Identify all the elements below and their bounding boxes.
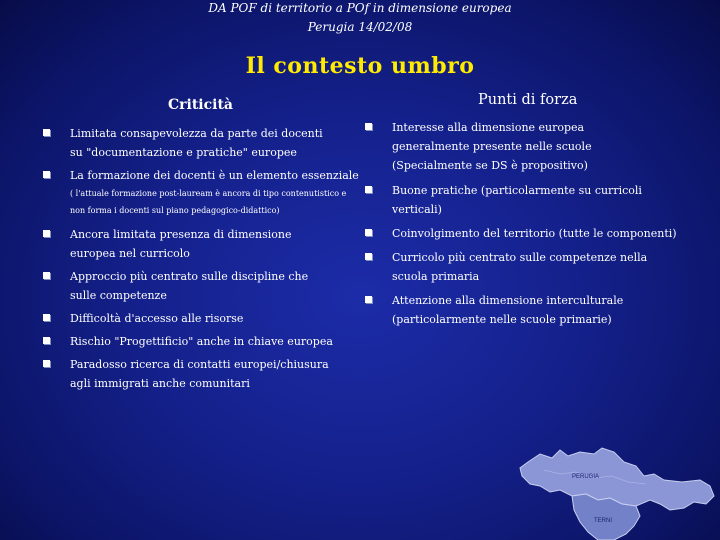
list-item-text: Coinvolgimento del territorio (tutte le componenti) bbox=[392, 227, 677, 240]
list-item-text: Ancora limitata presenza di dimensione europea nel curricolo bbox=[70, 228, 292, 260]
list-item bbox=[40, 332, 360, 351]
list-item-text: Buone pratiche (particolarmente su curricoli verticali) bbox=[392, 184, 642, 216]
list-item bbox=[362, 291, 652, 329]
map-label-perugia: PERUGIA bbox=[572, 474, 600, 480]
square-bullet-icon bbox=[365, 229, 372, 236]
square-bullet-icon bbox=[365, 253, 372, 260]
criticita-heading: Criticità bbox=[168, 97, 234, 113]
list-item-text: Curricolo più centrato sulle competenze nella scuola primaria bbox=[392, 251, 648, 283]
list-item bbox=[362, 248, 652, 286]
square-bullet-icon bbox=[43, 272, 50, 279]
list-item bbox=[40, 124, 330, 162]
square-bullet-icon bbox=[365, 296, 372, 303]
list-item bbox=[362, 181, 692, 219]
umbria-map bbox=[510, 440, 720, 540]
list-item-text: Rischio "Progettificio" anche in chiave europea bbox=[70, 335, 333, 348]
list-item bbox=[40, 225, 330, 263]
list-item bbox=[40, 309, 360, 328]
slide-title: Il contesto umbro bbox=[245, 53, 475, 79]
list-item bbox=[40, 267, 330, 305]
list-item-text: Limitata consapevolezza da parte dei docenti su "documentazione e pratiche" europee bbox=[70, 127, 323, 159]
punti-di-forza-heading: Punti di forza bbox=[478, 92, 578, 108]
square-bullet-icon bbox=[365, 123, 372, 130]
list-item bbox=[40, 355, 330, 393]
header-title: DA POF di territorio a POf in dimensione europea bbox=[208, 1, 512, 15]
square-bullet-icon bbox=[43, 171, 50, 178]
province-perugia bbox=[520, 448, 714, 510]
list-item bbox=[362, 118, 652, 175]
square-bullet-icon bbox=[43, 360, 50, 367]
list-item-note: ( l'attuale formazione post-lauream è ancora di tipo contenutistico e non forma i docenti sul piano pedagogico-didattico) bbox=[70, 189, 347, 215]
header-date: Perugia 14/02/08 bbox=[307, 20, 413, 34]
map-label-terni: TERNI bbox=[594, 518, 612, 524]
list-item-text: Approccio più centrato sulle discipline che sulle competenze bbox=[70, 270, 309, 302]
list-item-text: Paradosso ricerca di contatti europei/chiusura agli immigrati anche comunitari bbox=[70, 358, 329, 390]
square-bullet-icon bbox=[365, 186, 372, 193]
list-item bbox=[40, 166, 360, 185]
criticita-list bbox=[40, 124, 360, 397]
list-item-text: Attenzione alla dimensione interculturale (particolarmente nelle scuole primarie) bbox=[392, 294, 624, 326]
square-bullet-icon bbox=[43, 230, 50, 237]
list-item-text: La formazione dei docenti è un elemento essenziale bbox=[70, 169, 359, 182]
list-item-text: Difficoltà d'accesso alle risorse bbox=[70, 312, 244, 325]
list-item-text: Interesse alla dimensione europea generalmente presente nelle scuole (Specialmente se DS è propositivo) bbox=[392, 121, 592, 172]
square-bullet-icon bbox=[43, 129, 50, 136]
punti-di-forza-list bbox=[362, 118, 692, 333]
slide-header bbox=[0, 0, 720, 38]
square-bullet-icon bbox=[43, 337, 50, 344]
square-bullet-icon bbox=[43, 314, 50, 321]
list-item bbox=[362, 224, 692, 243]
